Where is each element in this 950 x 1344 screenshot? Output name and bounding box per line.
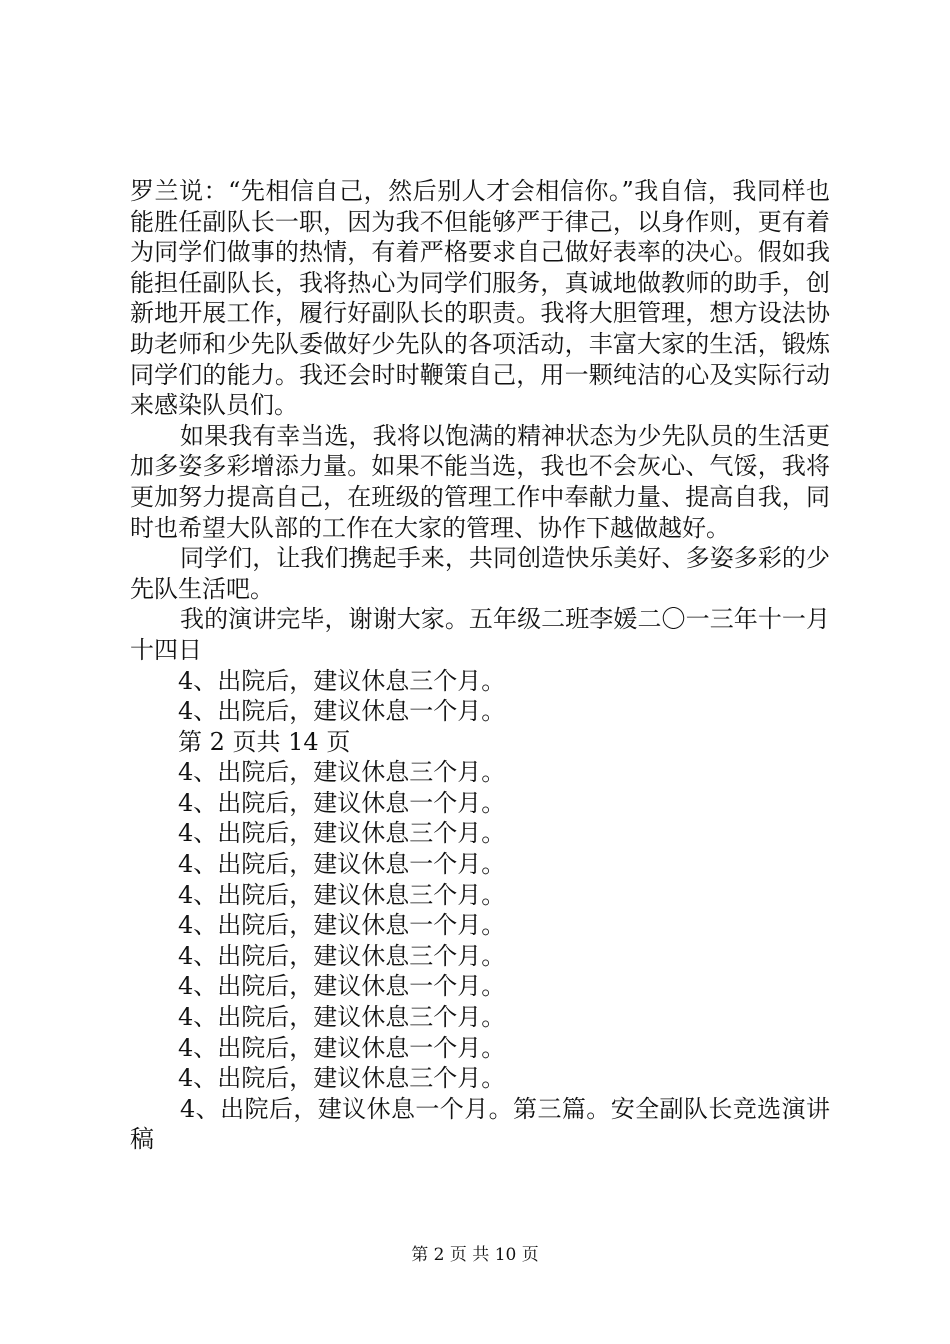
text-line: 4、出院后，建议休息三个月。 — [178, 880, 506, 909]
closing-paragraph: 4、出院后，建议休息一个月。第三篇。安全副队长竞选演讲稿 — [130, 1094, 830, 1154]
text-line: 4、出院后，建议休息一个月。 — [178, 850, 506, 879]
text-line: 4、出院后，建议休息一个月。 — [178, 788, 506, 817]
paragraph-3: 同学们，让我们携起手来，共同创造快乐美好、多姿多彩的少先队生活吧。 — [130, 544, 830, 603]
text-line: 4、出院后，建议休息三个月。 — [178, 1064, 506, 1093]
document-body — [130, 176, 830, 1155]
text-line: 4、出院后，建议休息一个月。 — [178, 697, 506, 726]
paragraph-1: 罗兰说：“先相信自己，然后别人才会相信你。”我自信，我同样也能胜任副队长一职，因为我不但能够严于律己，以身作则，更有着为同学们做事的热情，有着严格要求自己做好表率的决心。假如我能担任副队长，我将热心为同学们服务，真诚地做教师的助手，创新地开展工作，履行好副队长的职责。我将大胆管理，想方设法协助老师和少先队委做好少先队的各项活动，丰富大家的生活，锻炼同学们的能力。我还会时时鞭策自己，用一颗纯洁的心及实际行动来感染队员们。 — [130, 177, 830, 420]
text-line: 4、出院后，建议休息三个月。 — [178, 941, 506, 970]
text-line: 4、出院后，建议休息一个月。 — [178, 1033, 506, 1062]
text-line: 4、出院后，建议休息三个月。 — [178, 1003, 506, 1032]
paragraph-4: 我的演讲完毕，谢谢大家。五年级二班李媛二〇一三年十一月十四日 — [130, 605, 830, 664]
page-footer: 第 2 页 共 10 页 — [411, 1245, 539, 1265]
text-line: 4、出院后，建议休息一个月。 — [178, 911, 506, 940]
paragraph-2: 如果我有幸当选，我将以饱满的精神状态为少先队员的生活更加多姿多彩增添力量。如果不能当选，我也不会灰心、气馁，我将更加努力提高自己，在班级的管理工作中奉献力量、提高自我，同时也希望大队部的工作在大家的管理、协作下越做越好。 — [130, 421, 830, 542]
text-line: 4、出院后，建议休息一个月。 — [178, 972, 506, 1001]
text-line: 4、出院后，建议休息三个月。 — [178, 819, 506, 848]
inline-page-number: 第 2 页共 14 页 — [178, 727, 351, 756]
text-line: 4、出院后，建议休息三个月。 — [178, 758, 506, 787]
text-line: 4、出院后，建议休息三个月。 — [178, 666, 506, 695]
